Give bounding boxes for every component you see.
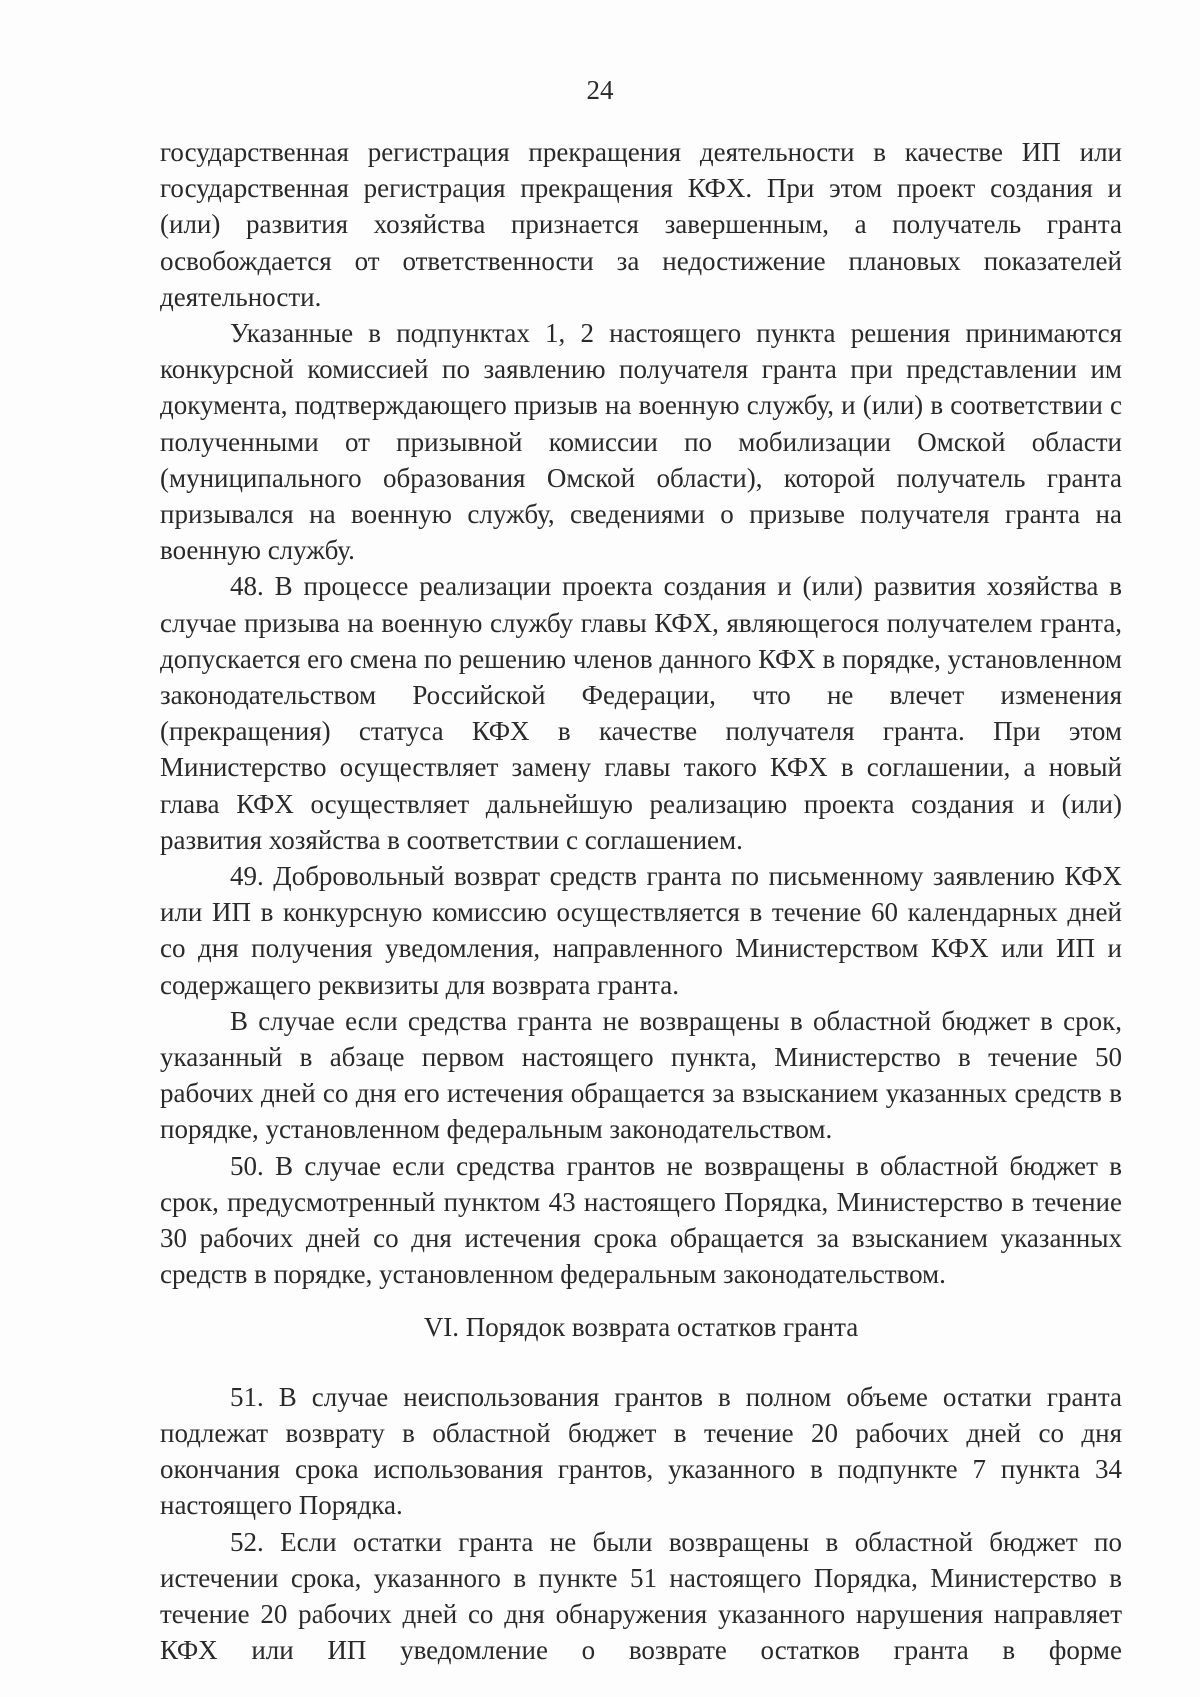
paragraph-49-second: В случае если средства гранта не возвращены в областной бюджет в срок, указанный в абзаце первом настоящего пункта, Министерство в течение 50 рабочих дней со дня его истечения обращается за взысканием указанных средств в порядке, установленном федеральным законодательством. bbox=[160, 1005, 1122, 1145]
page-number: 24 bbox=[586, 75, 614, 105]
paragraph-subpoints-decision: Указанные в подпунктах 1, 2 настоящего пункта решения принимаются конкурсной комиссией по заявлению получателя гранта при представлении им документа, подтверждающего призыв на военную службу, и (или) в соответствии с полученными от призывной комиссии по мобилизации Омской области (муниципального образования Омской области), которой получатель гранта призывался на военную службу, сведениями о призыве получателя гранта на военную службу. bbox=[160, 318, 1122, 566]
paragraph-52: 52. Если остатки гранта не были возвращены в областной бюджет по истечении срока, указанного в пункте 51 настоящего Порядка, Министерство в течение 20 рабочих дней со дня обнаружения указанного нарушения направляет КФХ или ИП уведомление о возврате остатков гранта в форме bbox=[160, 1526, 1122, 1666]
paragraph-51: 51. В случае неиспользования грантов в полном объеме остатки гранта подлежат возврату в областной бюджет в течение 20 рабочих дней со дня окончания срока использования грантов, указанного в подпункте 7 пункта 34 настоящего Порядка. bbox=[160, 1381, 1122, 1521]
section-heading: VI. Порядок возврата остатков гранта bbox=[423, 1311, 859, 1342]
paragraph-continuation: государственная регистрация прекращения деятельности в качестве ИП или государственная регистрация прекращения КФХ. При этом проект создания и (или) развития хозяйства признается завершенным, а получатель гранта освобождается от ответственности за недостижение плановых показателей деятельности. bbox=[160, 137, 1122, 312]
paragraph-49: 49. Добровольный возврат средств гранта по письменному заявлению КФХ или ИП в конкурсную комиссию осуществляется в течение 60 календарных дней со дня получения уведомления, направленного Министерством КФХ или ИП и содержащего реквизиты для возврата гранта. bbox=[160, 861, 1122, 1000]
paragraph-48: 48. В процессе реализации проекта создания и (или) развития хозяйства в случае призыва на военную службу главы КФХ, являющегося получателем гранта, допускается его смена по решению членов данного КФХ в порядке, установленном законодательством Российской Федерации, что не влечет изменения (прекращения) статуса КФХ в качестве получателя гранта. При этом Министерство осуществляет замену главы такого КФХ в соглашении, а новый глава КФХ осуществляет дальнейшую реализацию проекта создания и (или) развития хозяйства в соответствии с соглашением. bbox=[160, 571, 1122, 855]
document-body bbox=[160, 134, 1122, 1668]
paragraph-50: 50. В случае если средства грантов не возвращены в областной бюджет в срок, предусмотренный пунктом 43 настоящего Порядка, Министерство в течение 30 рабочих дней со дня истечения срока обращается за взысканием указанных средств в порядке, установленном федеральным законодательством. bbox=[160, 1150, 1122, 1290]
